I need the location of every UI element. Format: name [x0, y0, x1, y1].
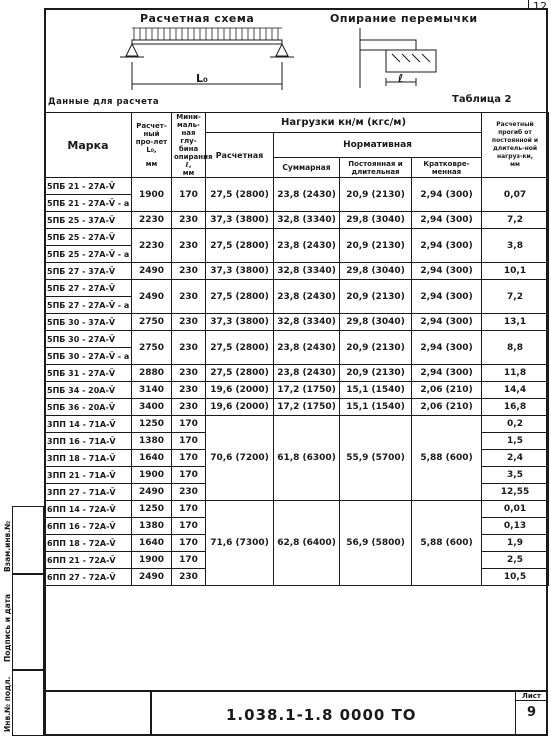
mark-cell: 5ПБ 25 - 27А-V̄ [45, 229, 132, 246]
page-number: 12 [533, 0, 547, 13]
mark-cell: 5ПБ 21 - 27А-V̄ [45, 178, 132, 195]
deflection-cell: 12,55 [482, 484, 549, 501]
support-cell: 230 [172, 484, 206, 501]
support-cell: 230 [172, 399, 206, 416]
total-load-cell: 32,8 (3340) [274, 314, 340, 331]
mark-cell: 5ПБ 30 - 37А-V̄ [45, 314, 132, 331]
mark-cell: 3ПП 18 - 71А-V̄ [45, 450, 132, 467]
table-row [45, 382, 549, 399]
span-cell: 3400 [132, 399, 172, 416]
calc-scheme-diagram [110, 26, 310, 96]
col-header-design: Расчетная [206, 133, 274, 178]
span-cell: 1900 [132, 178, 172, 212]
design-load-cell: 37,3 (3800) [206, 263, 274, 280]
support-cell: 170 [172, 501, 206, 518]
short-load-cell: 2,94 (300) [412, 212, 482, 229]
deflection-unit: мм [510, 161, 520, 168]
calc-scheme-title: Расчетная схема [140, 12, 255, 25]
short-load-cell: 2,94 (300) [412, 280, 482, 314]
design-load-cell: 37,3 (3800) [206, 314, 274, 331]
table-label: Таблица 2 [452, 94, 512, 105]
mark-cell: 5ПБ 25 - 37А-V̄ [45, 212, 132, 229]
mark-cell: 3ПП 27 - 71А-V̄ [45, 484, 132, 501]
design-load-cell: 19,6 (2000) [206, 399, 274, 416]
support-cell: 170 [172, 552, 206, 569]
total-load-cell: 23,8 (2430) [274, 365, 340, 382]
mark-cell: 3ПП 16 - 71А-V̄ [45, 433, 132, 450]
col-header-support [172, 113, 213, 178]
span-cell: 1250 [132, 501, 172, 518]
support-cell: 230 [172, 314, 206, 331]
table-row [45, 501, 549, 518]
design-load-cell: 27,5 (2800) [206, 365, 274, 382]
deflection-cell: 0,07 [482, 178, 549, 212]
col-header-deflection [482, 113, 549, 178]
support-cell: 170 [172, 535, 206, 552]
mark-cell: 5ПБ 31 - 27А-V̄ [45, 365, 132, 382]
mark-cell: 5ПБ 21 - 27А-V̄ - а [45, 195, 132, 212]
deflection-cell: 10,5 [482, 569, 549, 586]
table-row [45, 212, 549, 229]
support-cell: 230 [172, 382, 206, 399]
mark-cell: 5ПБ 27 - 37А-V̄ [45, 263, 132, 280]
deflection-cell: 7,2 [482, 212, 549, 229]
support-cell: 170 [172, 518, 206, 535]
support-cell: 230 [172, 280, 206, 314]
deflection-cell: 14,4 [482, 382, 549, 399]
span-cell: 3140 [132, 382, 172, 399]
span-cell: 2490 [132, 484, 172, 501]
span-cell: 1380 [132, 433, 172, 450]
mark-cell: 5ПБ 27 - 27А-V̄ [45, 280, 132, 297]
sheet-number: 9 [526, 705, 537, 720]
support-cell: 170 [172, 416, 206, 433]
deflection-cell: 3,5 [482, 467, 549, 484]
col-header-short: Кратковре-менная [412, 158, 482, 178]
support-cell: 230 [172, 229, 206, 263]
mark-cell: 5ПБ 25 - 27А-V̄ - а [45, 246, 132, 263]
design-load-cell: 27,5 (2800) [206, 178, 274, 212]
design-load-cell: 27,5 (2800) [206, 280, 274, 314]
col-header-loads: Нагрузки кн/м (кгс/м) [206, 113, 482, 133]
mark-cell: 5ПБ 27 - 27А-V̄ - а [45, 297, 132, 314]
deflection-cell: 2,5 [482, 552, 549, 569]
deflection-cell: 3,8 [482, 229, 549, 263]
span-cell: 1640 [132, 535, 172, 552]
span-cell: 2490 [132, 569, 172, 586]
short-load-cell: 2,94 (300) [412, 229, 482, 263]
col-header-mark: Марка [45, 113, 132, 178]
span-cell: 2230 [132, 229, 172, 263]
stamp-column [0, 506, 44, 736]
support-cell: 170 [172, 450, 206, 467]
stamp-vzam-text: Взам.инв.№ [3, 520, 12, 572]
total-load-cell: 32,8 (3340) [274, 263, 340, 280]
lintel-support-diagram [356, 28, 456, 92]
design-load-cell: 27,5 (2800) [206, 229, 274, 263]
design-data-label: Данные для расчета [48, 97, 160, 107]
support-label: ℓ [398, 72, 404, 85]
support-header-text: Мини-маль-ная глу-бина опирания ℓ, [174, 113, 213, 169]
span-cell: 2230 [132, 212, 172, 229]
support-cell: 230 [172, 569, 206, 586]
design-load-cell: 70,6 (7200) [206, 416, 274, 501]
mark-cell: 3ПП 21 - 71А-V̄ [45, 467, 132, 484]
total-load-cell: 62,8 (6400) [274, 501, 340, 586]
span-cell: 2750 [132, 331, 172, 365]
stamp-inv-cell [12, 670, 44, 736]
deflection-cell: 16,8 [482, 399, 549, 416]
span-unit: мм [145, 160, 158, 168]
support-cell: 230 [172, 365, 206, 382]
mark-cell: 6ПП 14 - 72А-V̄ [45, 501, 132, 518]
total-load-cell: 23,8 (2430) [274, 280, 340, 314]
total-load-cell: 32,8 (3340) [274, 212, 340, 229]
support-cell: 170 [172, 178, 206, 212]
table-row [45, 229, 549, 246]
deflection-cell: 13,1 [482, 314, 549, 331]
deflection-cell: 1,9 [482, 535, 549, 552]
short-load-cell: 2,94 (300) [412, 314, 482, 331]
document-code: 1.038.1-1.8 0000 ТО [226, 706, 417, 724]
mark-cell: 6ПП 21 - 72А-V̄ [45, 552, 132, 569]
deflection-cell: 10,1 [482, 263, 549, 280]
span-cell: 1640 [132, 450, 172, 467]
span-cell: 2880 [132, 365, 172, 382]
short-load-cell: 2,94 (300) [412, 365, 482, 382]
deflection-cell: 0,01 [482, 501, 549, 518]
stamp-podpis-text: Подпись и дата [3, 593, 12, 662]
mark-cell: 6ПП 16 - 72А-V̄ [45, 518, 132, 535]
support-unit: мм [182, 169, 195, 177]
span-cell: 1380 [132, 518, 172, 535]
span-cell: 1900 [132, 467, 172, 484]
permanent-load-cell: 20,9 (2130) [340, 229, 412, 263]
short-load-cell: 5,88 (600) [412, 416, 482, 501]
deflection-cell: 0,2 [482, 416, 549, 433]
lintel-support-title: Опирание перемычки [330, 12, 478, 25]
design-data-table [44, 112, 549, 586]
design-load-cell: 19,6 (2000) [206, 382, 274, 399]
span-cell: 2750 [132, 314, 172, 331]
deflection-cell: 8,8 [482, 331, 549, 365]
support-cell: 170 [172, 467, 206, 484]
support-cell: 230 [172, 212, 206, 229]
col-header-total: Суммарная [274, 158, 340, 178]
total-load-cell: 17,2 (1750) [274, 399, 340, 416]
stamp-vzam-cell [12, 506, 44, 574]
table-row [45, 365, 549, 382]
short-load-cell: 2,06 (210) [412, 399, 482, 416]
table-row [45, 263, 549, 280]
deflection-cell: 2,4 [482, 450, 549, 467]
permanent-load-cell: 55,9 (5700) [340, 416, 412, 501]
support-cell: 230 [172, 331, 206, 365]
deflection-cell: 7,2 [482, 280, 549, 314]
short-load-cell: 2,94 (300) [412, 178, 482, 212]
deflection-cell: 0,13 [482, 518, 549, 535]
stamp-podpis-cell [12, 574, 44, 670]
sheet-box [515, 692, 547, 734]
permanent-load-cell: 29,8 (3040) [340, 263, 412, 280]
permanent-load-cell: 20,9 (2130) [340, 280, 412, 314]
span-header-text: Расчет-ный про-лет L₀, [135, 122, 168, 154]
permanent-load-cell: 20,9 (2130) [340, 178, 412, 212]
short-load-cell: 2,94 (300) [412, 263, 482, 280]
total-load-cell: 61,8 (6300) [274, 416, 340, 501]
short-load-cell: 2,94 (300) [412, 331, 482, 365]
col-header-normative: Нормативная [274, 133, 482, 158]
col-header-span [132, 113, 172, 178]
total-load-cell: 23,8 (2430) [274, 229, 340, 263]
design-load-cell: 37,3 (3800) [206, 212, 274, 229]
deflection-cell: 1,5 [482, 433, 549, 450]
total-load-cell: 17,2 (1750) [274, 382, 340, 399]
table-row [45, 280, 549, 297]
design-load-cell: 27,5 (2800) [206, 331, 274, 365]
support-cell: 170 [172, 433, 206, 450]
total-load-cell: 23,8 (2430) [274, 178, 340, 212]
stamp-inv-text: Инв.№ подл. [3, 676, 12, 732]
permanent-load-cell: 15,1 (1540) [340, 382, 412, 399]
mark-cell: 3ПП 14 - 71А-V̄ [45, 416, 132, 433]
sheet-label: Лист [516, 692, 547, 701]
span-cell: 1900 [132, 552, 172, 569]
design-load-cell: 71,6 (7300) [206, 501, 274, 586]
table-row [45, 416, 549, 433]
title-block-divider [150, 690, 152, 736]
permanent-load-cell: 56,9 (5800) [340, 501, 412, 586]
mark-cell: 5ПБ 30 - 27А-V̄ - а [45, 348, 132, 365]
mark-cell: 5ПБ 36 - 20А-V̄ [45, 399, 132, 416]
deflection-header-text: Расчетный прогиб от постоянной и длитель-ной нагруз-ки, [491, 121, 539, 160]
deflection-cell: 11,8 [482, 365, 549, 382]
table-row [45, 314, 549, 331]
mark-cell: 5ПБ 30 - 27А-V̄ [45, 331, 132, 348]
short-load-cell: 5,88 (600) [412, 501, 482, 586]
span-label: L₀ [196, 72, 208, 85]
support-cell: 230 [172, 263, 206, 280]
col-header-permanent: Постоянная и длительная [340, 158, 412, 178]
permanent-load-cell: 20,9 (2130) [340, 365, 412, 382]
table-row [45, 399, 549, 416]
mark-cell: 6ПП 27 - 72А-V̄ [45, 569, 132, 586]
short-load-cell: 2,06 (210) [412, 382, 482, 399]
table-row [45, 331, 549, 348]
span-cell: 2490 [132, 280, 172, 314]
mark-cell: 5ПБ 34 - 20А-V̄ [45, 382, 132, 399]
mark-cell: 6ПП 18 - 72А-V̄ [45, 535, 132, 552]
span-cell: 2490 [132, 263, 172, 280]
permanent-load-cell: 29,8 (3040) [340, 314, 412, 331]
total-load-cell: 23,8 (2430) [274, 331, 340, 365]
permanent-load-cell: 15,1 (1540) [340, 399, 412, 416]
span-cell: 1250 [132, 416, 172, 433]
permanent-load-cell: 29,8 (3040) [340, 212, 412, 229]
permanent-load-cell: 20,9 (2130) [340, 331, 412, 365]
table-row [45, 178, 549, 195]
